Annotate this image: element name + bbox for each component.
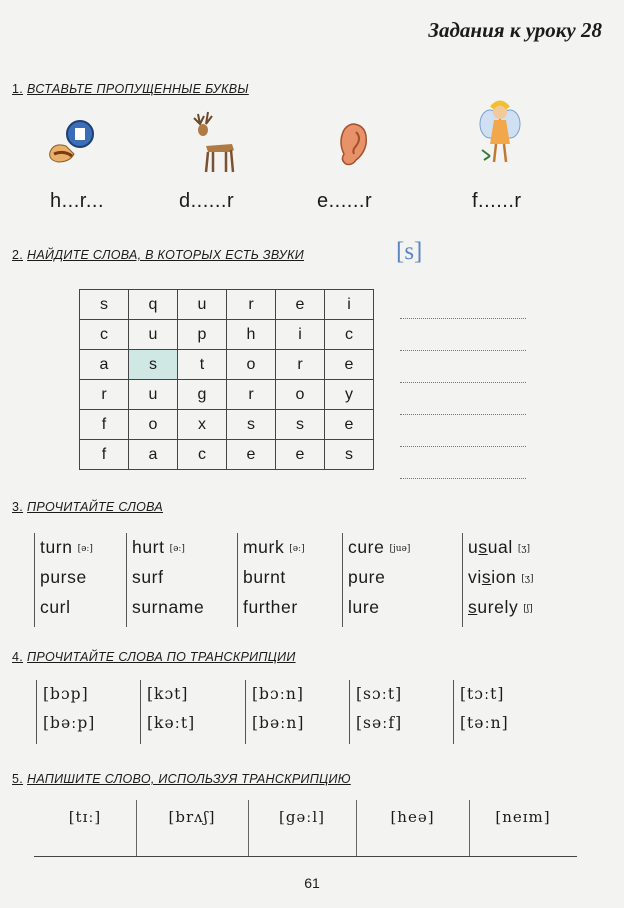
grid-cell[interactable]: e <box>325 350 374 380</box>
word: further <box>243 597 298 617</box>
transcription-prompt: [brʌʃ] <box>168 808 216 826</box>
grid-cell[interactable]: p <box>178 320 227 350</box>
transcription: [sɔːt] <box>356 685 403 703</box>
exercise-4-heading: 4. ПРОЧИТАЙТЕ СЛОВА ПО ТРАНСКРИПЦИИ <box>12 650 296 664</box>
grid-cell[interactable]: u <box>129 380 178 410</box>
transcription: [bɔːn] <box>252 685 304 703</box>
transcription-column <box>245 680 344 744</box>
grid-cell[interactable]: g <box>178 380 227 410</box>
transcription: [əː] <box>289 544 305 554</box>
grid-cell[interactable]: r <box>80 380 129 410</box>
word-column <box>126 533 235 627</box>
grid-cell[interactable]: o <box>227 350 276 380</box>
grid-cell[interactable]: r <box>227 380 276 410</box>
grid-cell[interactable]: q <box>129 290 178 320</box>
word: murk <box>243 537 285 557</box>
word-column <box>34 533 125 627</box>
grid-cell[interactable]: h <box>227 320 276 350</box>
exercise-2-heading: 2. НАЙДИТЕ СЛОВА, В КОТОРЫХ ЕСТЬ ЗВУКИ <box>12 248 305 262</box>
hamburger-icon <box>44 118 100 168</box>
word: cure <box>348 537 385 557</box>
word: lure <box>348 597 380 617</box>
grid-cell[interactable]: o <box>276 380 325 410</box>
transcription: [kəːt] <box>147 714 196 732</box>
word: purse <box>40 567 87 587</box>
transcription: [bɔp] <box>43 685 89 703</box>
word-row: surely [ʃ] <box>468 597 533 617</box>
exercise-1-word[interactable]: f......r <box>472 190 522 212</box>
grid-cell[interactable]: i <box>276 320 325 350</box>
transcription: [kɔt] <box>147 685 189 703</box>
exercise-1-heading: 1. ВСТАВЬТЕ ПРОПУЩЕННЫЕ БУКВЫ <box>12 82 249 96</box>
grid-cell[interactable]: r <box>227 290 276 320</box>
word: surname <box>132 597 205 617</box>
word: hurt <box>132 537 165 557</box>
grid-cell[interactable]: a <box>80 350 129 380</box>
grid-cell[interactable]: c <box>80 320 129 350</box>
answer-line[interactable] <box>400 414 526 415</box>
grid-cell[interactable]: e <box>325 410 374 440</box>
grid-cell[interactable]: e <box>276 440 325 470</box>
grid-cell[interactable]: e <box>227 440 276 470</box>
word-row: vision [ʒ] <box>468 567 534 587</box>
word: burnt <box>243 567 286 587</box>
transcription-prompt: [heə] <box>390 808 435 826</box>
grid-cell[interactable]: x <box>178 410 227 440</box>
transcription: [ʃ] <box>523 604 533 614</box>
letter-grid <box>79 289 374 470</box>
answer-line[interactable] <box>400 318 526 319</box>
grid-cell[interactable]: u <box>178 290 227 320</box>
grid-cell[interactable]: o <box>129 410 178 440</box>
grid-cell[interactable]: r <box>276 350 325 380</box>
grid-cell[interactable]: f <box>80 440 129 470</box>
word-row: usual [ʒ] <box>468 537 530 557</box>
transcription-column <box>36 680 135 744</box>
transcription: [bəːn] <box>252 714 305 732</box>
grid-cell[interactable]: e <box>276 290 325 320</box>
word-column <box>462 533 573 627</box>
grid-cell[interactable]: s <box>276 410 325 440</box>
word: curl <box>40 597 71 617</box>
word: turn <box>40 537 73 557</box>
exercise-1-word[interactable]: d......r <box>179 190 235 212</box>
transcription-column <box>349 680 448 744</box>
answer-line[interactable] <box>400 382 526 383</box>
underlined-letter: s <box>478 537 488 557</box>
grid-cell[interactable]: i <box>325 290 374 320</box>
underlined-letter: s <box>481 567 492 587</box>
transcription: [ʒ] <box>521 574 534 584</box>
fairy-icon <box>478 100 522 168</box>
transcription: [juə] <box>389 544 411 554</box>
grid-cell[interactable]: u <box>129 320 178 350</box>
exercise-5-heading: 5. НАПИШИТЕ СЛОВО, ИСПОЛЬЗУЯ ТРАНСКРИПЦИЮ <box>12 772 351 786</box>
grid-cell-highlighted[interactable]: s <box>129 350 178 380</box>
transcription-column <box>140 680 239 744</box>
word: surf <box>132 567 164 587</box>
exercise-1-word[interactable]: e......r <box>317 190 373 212</box>
grid-cell[interactable]: f <box>80 410 129 440</box>
transcription-column <box>453 680 552 744</box>
grid-cell[interactable]: s <box>227 410 276 440</box>
ear-icon <box>334 120 370 170</box>
transcription: [bəːp] <box>43 714 96 732</box>
transcription: [əː] <box>169 544 185 554</box>
transcription: [səːf] <box>356 714 403 732</box>
word: pure <box>348 567 386 587</box>
grid-cell[interactable]: c <box>325 320 374 350</box>
answer-baseline[interactable] <box>34 856 577 857</box>
exercise-1-word[interactable]: h...r... <box>50 190 105 212</box>
transcription-prompt: [gəːl] <box>278 808 326 826</box>
word-column <box>237 533 340 627</box>
page-number: 61 <box>304 875 320 891</box>
sound-symbol: [s] <box>396 238 423 265</box>
grid-cell[interactable]: y <box>325 380 374 410</box>
word-column <box>342 533 457 627</box>
grid-cell[interactable]: s <box>325 440 374 470</box>
transcription-prompt: [tɪː] <box>68 808 102 826</box>
exercise-3-heading: 3. ПРОЧИТАЙТЕ СЛОВА <box>12 500 164 514</box>
page-title: Задания к уроку 28 <box>428 18 602 42</box>
transcription-prompt: [neɪm] <box>495 808 551 826</box>
grid-cell[interactable]: s <box>80 290 129 320</box>
answer-line[interactable] <box>400 350 526 351</box>
transcription: [təːn] <box>460 714 509 732</box>
grid-cell[interactable]: c <box>178 440 227 470</box>
transcription: [ʒ] <box>517 544 530 554</box>
deer-icon <box>186 110 240 174</box>
underlined-letter: s <box>468 597 478 617</box>
answer-line[interactable] <box>400 446 526 447</box>
grid-cell[interactable]: a <box>129 440 178 470</box>
grid-cell[interactable]: t <box>178 350 227 380</box>
transcription: [əː] <box>77 544 93 554</box>
transcription: [tɔːt] <box>460 685 505 703</box>
answer-line[interactable] <box>400 478 526 479</box>
